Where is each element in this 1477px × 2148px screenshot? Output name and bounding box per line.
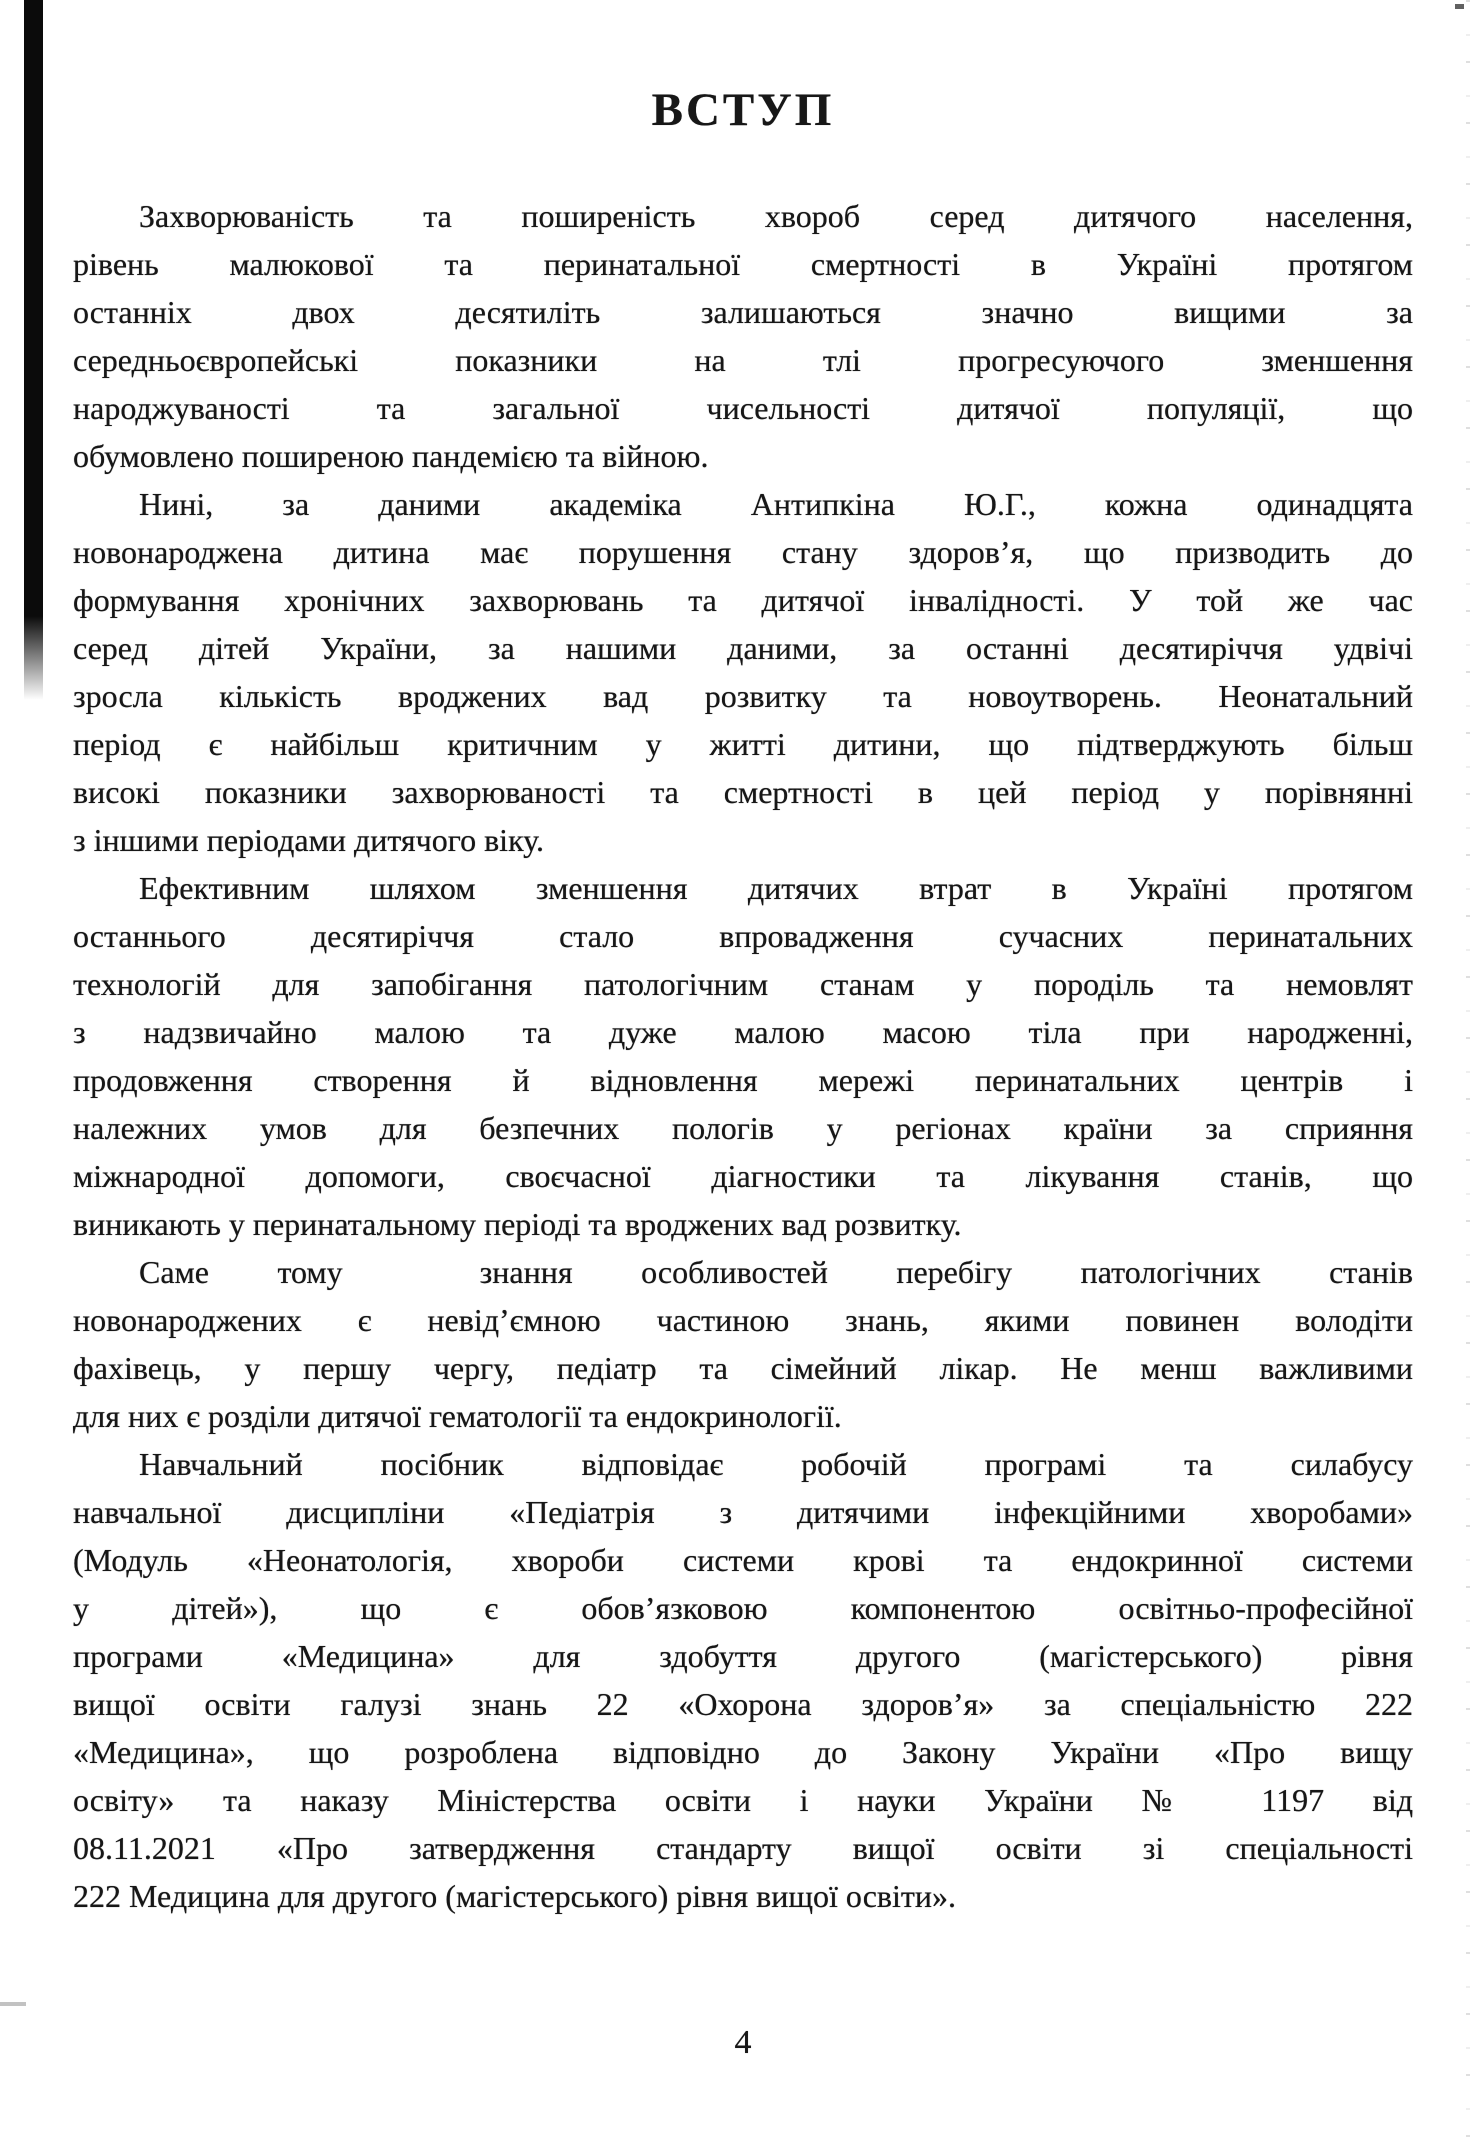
text-line: 222 Медицина для другого (магістерського) рівня вищої освіти». xyxy=(73,1878,956,1914)
paragraph xyxy=(73,480,1413,864)
paragraph xyxy=(73,1440,1413,1920)
page-body xyxy=(73,192,1413,1920)
text-line: обумовлено поширеною пандемією та війною. xyxy=(73,438,709,474)
text-line: високі показники захворюваності та смертності в цей період у порівнянні xyxy=(73,774,1413,810)
text-line: Саме тому знання особливостей перебігу патологічних станів xyxy=(139,1254,1413,1290)
text-line: середньоєвропейські показники на тлі прогресуючого зменшення xyxy=(73,342,1413,378)
text-line: освіту» та наказу Міністерства освіти і науки України № 1197 від xyxy=(73,1782,1413,1818)
text-line: виникають у перинатальному періоді та вроджених вад розвитку. xyxy=(73,1206,962,1242)
text-line: Ефективним шляхом зменшення дитячих втрат в Україні протягом xyxy=(139,870,1413,906)
text-line: 08.11.2021 «Про затвердження стандарту вищої освіти зі спеціальності xyxy=(73,1830,1413,1866)
text-line: з надзвичайно малою та дуже малою масою тіла при народженні, xyxy=(73,1014,1413,1050)
text-line: вищої освіти галузі знань 22 «Охорона здоров’я» за спеціальністю 222 xyxy=(73,1686,1413,1722)
text-line: зросла кількість вроджених вад розвитку та новоутворень. Неонатальний xyxy=(73,678,1413,714)
page-number: 4 xyxy=(734,2024,752,2061)
text-line: народжуваності та загальної чисельності дитячої популяції, що xyxy=(73,390,1413,426)
text-line: продовження створення й відновлення мережі перинатальних центрів і xyxy=(73,1062,1413,1098)
text-line: Нині, за даними академіка Антипкіна Ю.Г., кожна одинадцята xyxy=(139,486,1413,522)
scan-speck-top-right xyxy=(1455,4,1464,9)
text-line: (Модуль «Неонатологія, хвороби системи крові та ендокринної системи xyxy=(73,1542,1413,1578)
text-line: останніх двох десятиліть залишаються значно вищими за xyxy=(73,294,1413,330)
scan-noise-right-edge xyxy=(1466,0,1470,2148)
text-line: період є найбільш критичним у житті дитини, що підтверджують більш xyxy=(73,726,1413,762)
text-line: міжнародної допомоги, своєчасної діагностики та лікування станів, що xyxy=(73,1158,1413,1194)
text-line: Захворюваність та поширеність хвороб серед дитячого населення, xyxy=(139,198,1413,234)
text-line: для них є розділи дитячої гематології та ендокринології. xyxy=(73,1398,842,1434)
text-line: рівень малюкової та перинатальної смертності в Україні протягом xyxy=(73,246,1413,282)
text-line: «Медицина», що розроблена відповідно до Закону України «Про вищу xyxy=(73,1734,1413,1770)
page-title: ВСТУП xyxy=(651,84,835,136)
scan-edge-artifact-left xyxy=(24,0,43,700)
text-line: з іншими періодами дитячого віку. xyxy=(73,822,544,858)
text-line: останнього десятиріччя стало впровадження сучасних перинатальних xyxy=(73,918,1413,954)
text-line: новонароджена дитина має порушення стану здоров’я, що призводить до xyxy=(73,534,1413,570)
paragraph xyxy=(73,864,1413,1248)
scan-speck-bottom-left xyxy=(0,2002,26,2006)
text-line: Навчальний посібник відповідає робочій програмі та силабусу xyxy=(139,1446,1413,1482)
paragraph xyxy=(73,1248,1413,1440)
text-line: фахівець, у першу чергу, педіатр та сімейний лікар. Не менш важливими xyxy=(73,1350,1413,1386)
text-line: серед дітей України, за нашими даними, за останні десятиріччя удвічі xyxy=(73,630,1413,666)
text-line: належних умов для безпечних пологів у регіонах країни за сприяння xyxy=(73,1110,1413,1146)
text-line: навчальної дисципліни «Педіатрія з дитячими інфекційними хворобами» xyxy=(73,1494,1413,1530)
text-line: програми «Медицина» для здобуття другого (магістерського) рівня xyxy=(73,1638,1413,1674)
paragraph xyxy=(73,192,1413,480)
text-line: у дітей»), що є обов’язковою компонентою освітньо-професійної xyxy=(73,1590,1413,1626)
text-line: формування хронічних захворювань та дитячої інвалідності. У той же час xyxy=(73,582,1413,618)
text-line: технологій для запобігання патологічним станам у породіль та немовлят xyxy=(73,966,1413,1002)
text-line: новонароджених є невід’ємною частиною знань, якими повинен володіти xyxy=(73,1302,1413,1338)
